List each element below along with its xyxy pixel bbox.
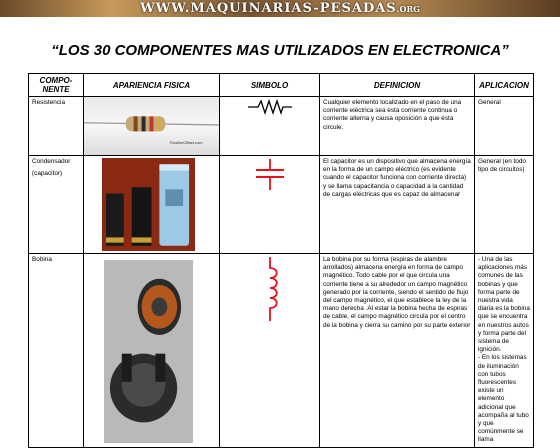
table-row	[29, 254, 534, 448]
component-name: Condensador	[32, 158, 71, 165]
resistor-photo	[84, 97, 220, 156]
page-title: “LOS 30 COMPONENTES MAS UTILIZADOS EN ELECTRONICA”	[51, 42, 509, 59]
component-name-cell	[29, 156, 84, 254]
photo-credit: RoslineOffset.com	[170, 140, 203, 145]
capacitor-image	[102, 158, 195, 251]
table-row	[29, 97, 534, 156]
resistor-symbol-icon	[246, 99, 294, 115]
component-application: General (en todo tipo de circuitos)	[475, 156, 534, 254]
site-banner	[0, 0, 560, 17]
capacitor-symbol-cell	[220, 156, 320, 254]
component-definition: El capacitor es un dispositivo que almacena energía en la forma de un campo eléctrico (es evidente cuando el capacitor funciona con corriente directa) y se llama capacitancia o capacidad a la cantidad de cargas eléctricas que es capaz de almacenar	[320, 156, 475, 254]
banner-tld: .ORG	[396, 4, 420, 14]
component-name: Bobina	[29, 254, 84, 448]
component-definition: La bobina por su forma (espiras de alambre arrollados) almacena energía en forma de campo magnético. Todo cable por el que circula una corriente tiene a su alrededor un campo magnético generado por la corriente, siendo el sentido de flujo del campo magnético, el que establece la ley de la mano derecha .Al estar la bobina hecha de espiras de cable, el campo magnético circula por el centro de la bobina y cierra su camino por su parte exterior	[320, 254, 475, 448]
component-name: Resistencia	[29, 97, 84, 156]
inductor-symbol-icon	[259, 256, 281, 322]
capacitor-photo	[84, 156, 220, 254]
header-componente: COMPO-NENTE	[29, 74, 84, 97]
header-aplicacion: APLICACION	[475, 74, 534, 97]
inductor-image	[104, 260, 193, 443]
table-header-row	[29, 74, 534, 97]
component-application: General	[475, 97, 534, 156]
inductor-photo	[84, 254, 220, 448]
components-table	[28, 73, 534, 448]
component-definition: Cualquier elemento localizado en el paso de una corriente eléctrica sea esta corriente continua o corriente alterna y causa oposición a que ésta circule.	[320, 97, 475, 156]
table-row	[29, 156, 534, 254]
resistor-symbol-cell	[220, 97, 320, 156]
header-definicion: DEFINICION	[320, 74, 475, 97]
component-name-sub: (capacitor)	[32, 170, 63, 178]
capacitor-symbol-icon	[250, 158, 290, 192]
component-application: - Una de las aplicaciones más comunes de las bobinas y que forma parte de nuestra vida diaria es la bobina que se encuentra en nuestros autos y forma parte del sistema de ignición. - En los sistemas de iluminación con tubos fluorescentes existe un elemento adicional que acompaña al tubo y que comúnmente se llama	[475, 254, 534, 448]
banner-site-name: WWW.MAQUINARIAS-PESADAS	[140, 1, 397, 16]
header-simbolo: SIMBOLO	[220, 74, 320, 97]
header-apariencia: APARIENCIA FISICA	[84, 74, 220, 97]
inductor-symbol-cell	[220, 254, 320, 448]
